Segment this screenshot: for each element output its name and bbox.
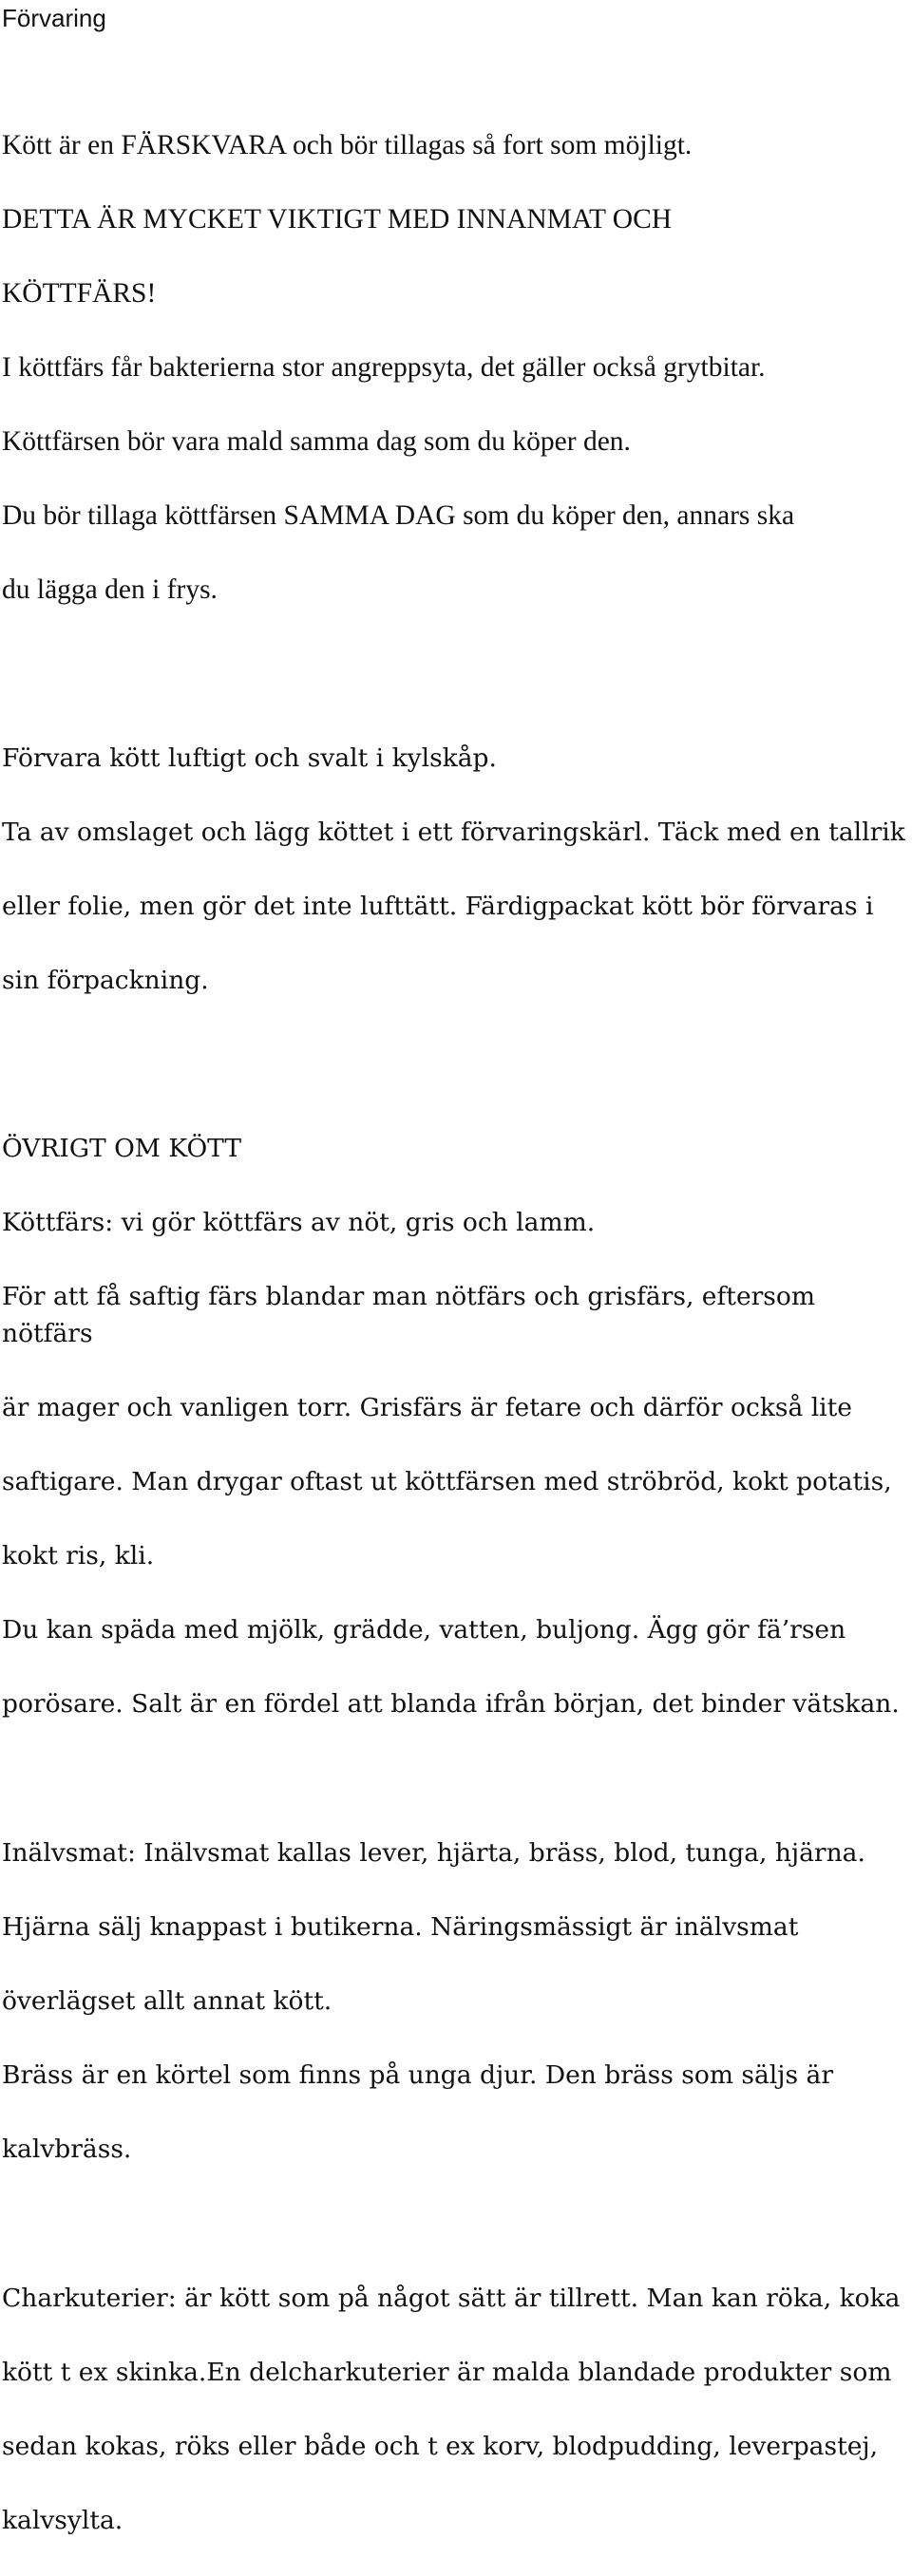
text-line: Köttfärs: vi gör köttfärs av nöt, gris och lamm. xyxy=(2,1208,596,1237)
text-line: porösare. Salt är en fördel att blanda ifrån början, det binder vätskan. xyxy=(2,1689,900,1719)
text-line: eller folie, men gör det inte lufttätt. Färdigpackat kött bör förvaras i xyxy=(2,892,874,921)
text-line: Du bör tillaga köttfärsen SAMMA DAG som du köper den, annars ska xyxy=(2,500,795,531)
text-line: Köttfärsen bör vara mald samma dag som du köper den. xyxy=(2,426,631,457)
text-line: Hjärna sälj knappast i butikerna. Näringsmässigt är inälvsmat xyxy=(2,1912,799,1942)
page-title: Förvaring xyxy=(2,4,106,32)
text-line: kalvsylta. xyxy=(2,2506,124,2535)
text-line: du lägga den i frys. xyxy=(2,574,218,605)
text-line: sin förpackning. xyxy=(2,966,209,995)
text-line: Förvara kött luftigt och svalt i kylskåp. xyxy=(2,743,497,773)
paragraph-freshness xyxy=(2,90,910,646)
text-line: saftigare. Man drygar oftast ut köttfärsen med ströbröd, kokt potatis, xyxy=(2,1467,892,1496)
text-line: överlägset allt annat kött. xyxy=(2,1986,332,2016)
paragraph-offal xyxy=(2,1797,910,2205)
spacer xyxy=(2,646,910,703)
spacer xyxy=(2,2205,910,2243)
spacer xyxy=(2,1036,910,1093)
text-line: Ta av omslaget och lägg köttet i ett förvaringskärl. Täck med en tallrik xyxy=(2,818,905,847)
text-line: är mager och vanligen torr. Grisfärs är fetare och därför också lite xyxy=(2,1393,852,1422)
text-line: DETTA ÄR MYCKET VIKTIGT MED INNANMAT OCH xyxy=(2,204,673,235)
paragraph-storage xyxy=(2,703,910,1036)
text-line: kalvbräss. xyxy=(2,2134,132,2164)
section-heading: ÖVRIGT OM KÖTT xyxy=(2,1134,242,1163)
text-line: För att få saftig färs blandar man nötfärs och grisfärs, eftersom nötfärs xyxy=(2,1282,815,1348)
text-line: Inälvsmat: Inälvsmat kallas lever, hjärta, bräss, blod, tunga, hjärna. xyxy=(2,1838,865,1868)
spacer xyxy=(2,36,910,90)
text-line: Du kan späda med mjölk, grädde, vatten, buljong. Ägg gör fä’rsen xyxy=(2,1615,846,1645)
text-line: kött t ex skinka.En delcharkuterier är malda blandade produkter som xyxy=(2,2358,892,2387)
paragraph-other-about-meat xyxy=(2,1093,910,1759)
document-page xyxy=(2,0,910,2576)
text-line: I köttfärs får bakterierna stor angreppsyta, det gäller också grytbitar. xyxy=(2,352,766,383)
spacer xyxy=(2,1759,910,1797)
paragraph-charcuterie xyxy=(2,2243,910,2576)
text-line: sedan kokas, röks eller både och t ex korv, blodpudding, leverpastej, xyxy=(2,2432,879,2461)
text-line: KÖTTFÄRS! xyxy=(2,278,157,309)
text-line: Bräss är en körtel som finns på unga djur. Den bräss som säljs är xyxy=(2,2060,833,2090)
text-line: Charkuterier: är kött som på något sätt är tillrett. Man kan röka, koka xyxy=(2,2284,901,2313)
text-line: kokt ris, kli. xyxy=(2,1541,155,1570)
text-line: Kött är en FÄRSKVARA och bör tillagas så fort som möjligt. xyxy=(2,130,693,160)
